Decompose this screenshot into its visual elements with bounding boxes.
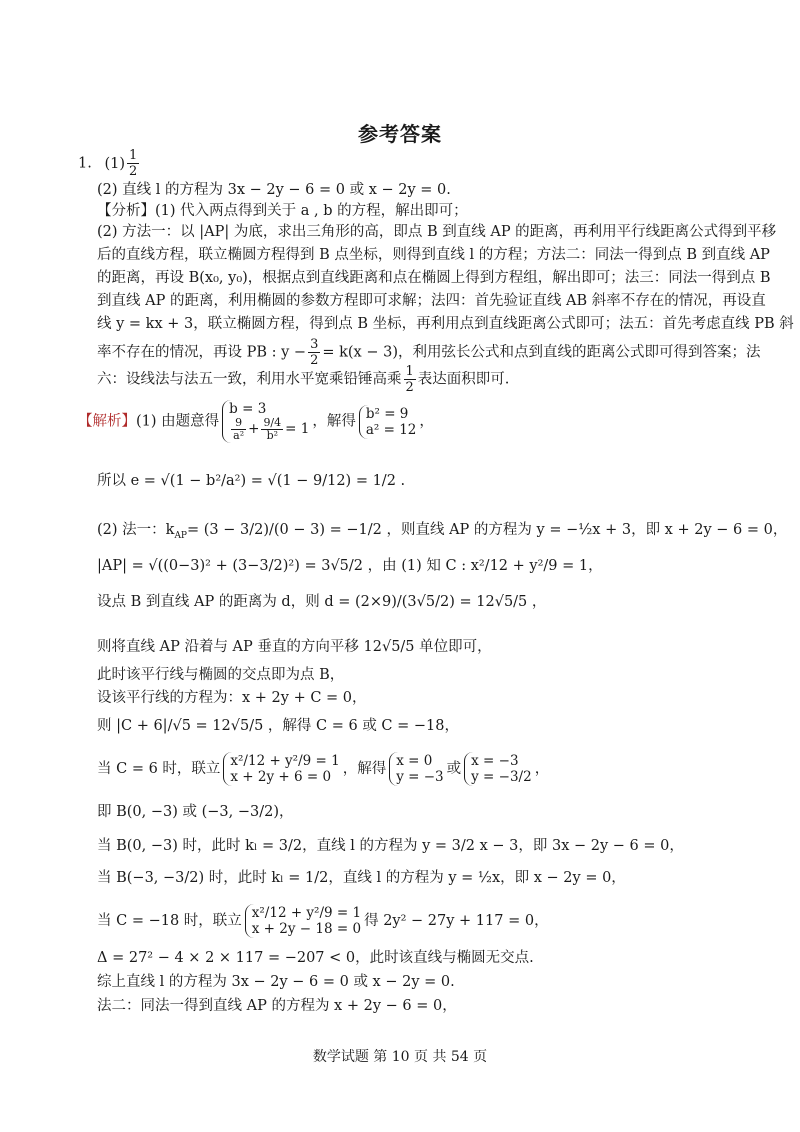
answer-1-line — [78, 148, 141, 179]
solution-line-13: 当 B(−3, −3/2) 时，此时 kₗ = 1/2，直线 l 的方程为 y = ½x，即 x − 2y = 0， — [97, 870, 626, 886]
analysis-line-5: 到直线 AP 的距离，利用椭圆的参数方程即可求解；法四：首先验证直线 AB 斜率不存在的情况，再设直 — [97, 293, 766, 309]
solution-line-6: 则将直线 AP 沿着与 AP 垂直的方向平移 12√5/5 单位即可， — [97, 639, 492, 655]
analysis-line-2: (2) 方法一：以 |AP| 为底，求出三角形的高，即点 B 到直线 AP 的距离，再利用平行线距离公式得到平移 — [97, 224, 777, 240]
fraction-3-2: $\frac{3}{2}$ — [310, 337, 319, 368]
solution-line-2: 所以 e = √(1 − b²/a²) = √(1 − 9/12) = 1/2 . — [97, 473, 406, 489]
part-1-label: (1) — [104, 155, 125, 172]
solution-line-7: 此时该平行线与椭圆的交点即为点 B， — [97, 667, 345, 683]
solution-line-4: |AP| = √((0−3)² + (3−3/2)²) = 3√5/2 ，由 (1) 知 C : x²/12 + y²/9 = 1， — [97, 558, 603, 574]
analysis-line-1: 【分析】(1) 代入两点得到关于 a , b 的方程，解出即可； — [97, 203, 468, 219]
page-footer: 数学试题 第 10 页 共 54 页 — [312, 1049, 488, 1065]
equation-system-2: b² = 9 a² = 12 — [359, 405, 417, 439]
equation-system-3: x²/12 + y²/9 = 1 x + 2y + 6 = 0 — [223, 752, 339, 786]
analysis-line-8: 六：设线法与法五一致，利用水平宽乘铅锤高乘 $\frac{1}{2}$ 表达面积即可. — [97, 364, 510, 395]
question-number: 1. — [78, 155, 92, 172]
solution-tag: 【解析】 — [78, 413, 136, 430]
equation-system-1: b = 3 $\frac{9}{\text{a²}}$ + $\frac{9/4}{\text{b²}}$ = 1 — [222, 400, 309, 443]
solution-line-3: (2) 法一：$k_{AP}= (3 - 3/2)/(0 - 3) = -1/2$ ，则直线 AP 的方程为 y = −½x + 3，即 x + 2y − 6 = 0， — [97, 522, 788, 541]
solution-line-17: 法二：同法一得到直线 AP 的方程为 x + 2y − 6 = 0， — [97, 998, 457, 1014]
solution-line-8: 设该平行线的方程为：x + 2y + C = 0， — [97, 690, 367, 706]
answer-1-fraction: $\frac{1}{2}$ — [129, 148, 138, 179]
solution-line-5: 设点 B 到直线 AP 的距离为 d，则 d = (2×9)/(3√5/2) = 12√5/5 ， — [97, 594, 547, 610]
analysis-line-4: 的距离，再设 B(x₀, y₀)，根据点到直线距离和点在椭圆上得到方程组，解出即可；法三：同法一得到点 B — [97, 270, 771, 286]
solution-line-10: 当 C = 6 时，联立 x²/12 + y²/9 = 1 x + 2y + 6 = 0 ，解得 x = 0 y = −3 或 x = −3 y = −3/2 ， — [97, 753, 550, 785]
analysis-line-7: 率不存在的情况，再设 PB : y − $\frac{3}{2}$ = k(x − 3)，利用弦长公式和点到直线的距离公式即可得到答案；法 — [97, 337, 761, 368]
solution-system-1: x = 0 y = −3 — [389, 752, 443, 786]
solution-line-15: Δ = 27² − 4 × 2 × 117 = −207 < 0，此时该直线与椭圆无交点. — [97, 950, 534, 966]
page-title: 参考答案 — [358, 122, 442, 146]
solution-line-9: 则 |C + 6|/√5 = 12√5/5 ，解得 C = 6 或 C = −18， — [97, 718, 459, 734]
solution-system-2: x = −3 y = −3/2 — [464, 752, 532, 786]
equation-system-4: x²/12 + y²/9 = 1 x + 2y − 18 = 0 — [245, 904, 361, 938]
analysis-tag: 【分析】 — [97, 203, 155, 219]
solution-line-16: 综上直线 l 的方程为 3x − 2y − 6 = 0 或 x − 2y = 0. — [97, 974, 455, 990]
solution-line-14: 当 C = −18 时，联立 x²/12 + y²/9 = 1 x + 2y − 18 = 0 得 2y² − 27y + 117 = 0， — [97, 905, 549, 937]
fraction-1-2: $\frac{1}{2}$ — [405, 364, 414, 395]
solution-line-12: 当 B(0, −3) 时，此时 kₗ = 3/2，直线 l 的方程为 y = 3/2 x − 3，即 3x − 2y − 6 = 0， — [97, 838, 684, 854]
analysis-line-6: 线 y = kx + 3，联立椭圆方程，得到点 B 坐标，再利用点到直线距离公式即可；法五：首先考虑直线 PB 斜 — [97, 316, 794, 332]
solution-line-11: 即 B(0, −3) 或 (−3, −3/2)， — [97, 804, 294, 820]
answer-2-line: (2) 直线 l 的方程为 3x − 2y − 6 = 0 或 x − 2y = 0. — [97, 182, 451, 198]
solution-line-1: 【解析】(1) 由题意得 b = 3 $\frac{9}{\text{a²}}$ + $\frac{9/4}{\text{b²}}$ = 1 ，解得 b² = 9 a² = 12 ， — [78, 401, 434, 442]
analysis-line-3: 后的直线方程，联立椭圆方程得到 B 点坐标，则得到直线 l 的方程；方法二：同法一得到点 B 到直线 AP — [97, 247, 770, 263]
